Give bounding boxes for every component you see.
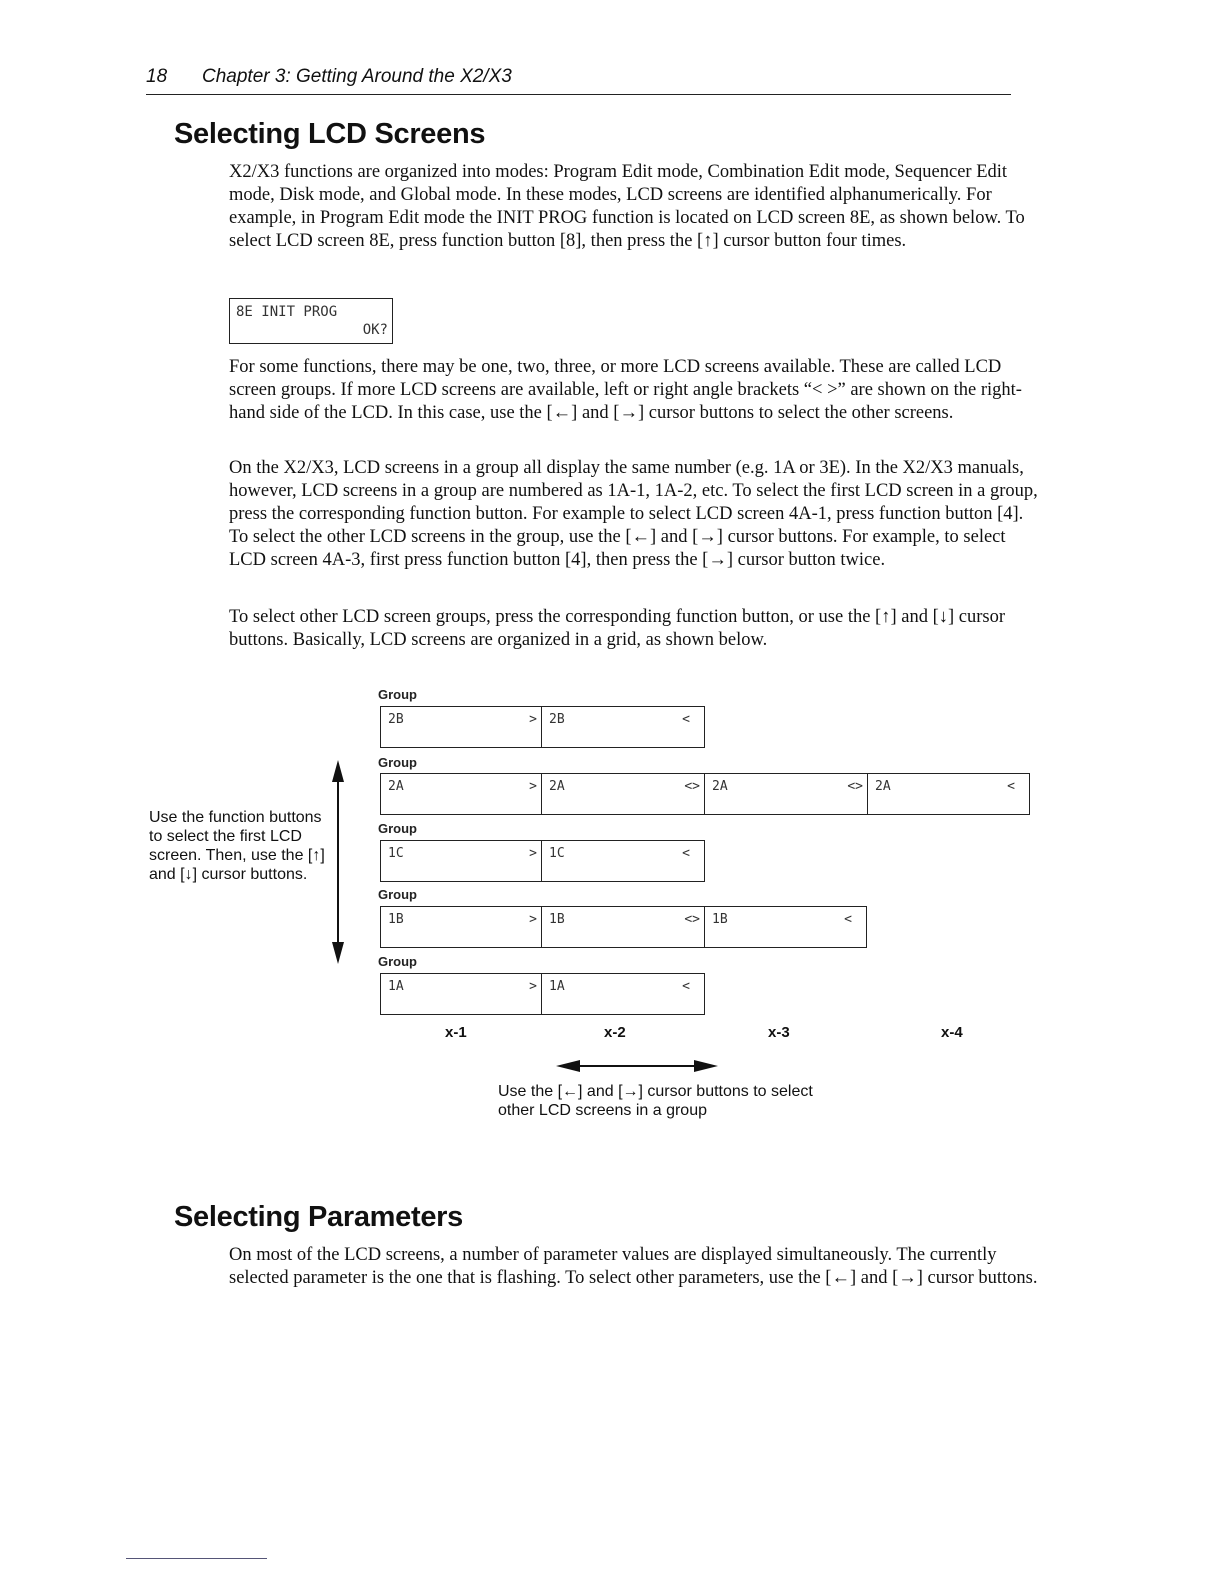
paragraph-modes: X2/X3 functions are organized into modes: Program Edit mode, Combination Edit mode, Sequencer Edit mode, Disk mode, and Global mode. In these modes, LCD screens are identified alphanumerically. For example, in Program Edit mode the INIT PROG function is located on LCD screen 8E, as shown below. To select LCD screen 8E, press function button [8], then press the [↑] cursor button four times. xyxy=(229,162,1025,251)
section-title-parameters: Selecting Parameters xyxy=(174,1201,463,1233)
x-label-3: x-3 xyxy=(768,1024,790,1041)
group-label: Group xyxy=(378,821,417,836)
lcd-cell-2b-2: 2B < xyxy=(541,706,705,748)
lcd-cell-2b-1: 2B > xyxy=(380,706,542,748)
lcd-cell-1b-2: 1B <> xyxy=(541,906,705,948)
horizontal-double-arrow-icon xyxy=(556,1058,718,1074)
x-label-4: x-4 xyxy=(941,1024,963,1041)
lcd-cell-1a-1: 1A > xyxy=(380,973,542,1015)
lcd-cell-1a-2: 1A < xyxy=(541,973,705,1015)
x-label-1: x-1 xyxy=(445,1024,467,1041)
group-label: Group xyxy=(378,755,417,770)
paragraph-parameters: On most of the LCD screens, a number of parameter values are displayed simultaneously. The currently selected parameter is the one that is flashing. To select other parameters, use the [←] and [→] cursor buttons. xyxy=(229,1245,1038,1288)
group-label: Group xyxy=(378,887,417,902)
lcd-display-sample xyxy=(229,298,393,344)
lcd-cell-1b-3: 1B < xyxy=(704,906,867,948)
paragraph-grid: To select other LCD screen groups, press the corresponding function button, or use the [↑] and [↓] cursor buttons. Basically, LCD screens are organized in a grid, as shown below. xyxy=(229,607,1006,650)
footer-rule xyxy=(126,1558,267,1559)
lcd-line-1: 8E INIT PROG xyxy=(236,304,338,320)
lcd-cell-2a-2: 2A <> xyxy=(541,773,705,815)
lcd-cell-2a-3: 2A <> xyxy=(704,773,868,815)
paragraph-screen-groups: For some functions, there may be one, two, three, or more LCD screens available. These are called LCD screen groups. If more LCD screens are available, left or right angle brackets “< >” are shown on the right-hand side of the LCD. In this case, use the [←] and [→] cursor buttons to select the other screens. xyxy=(229,357,1022,423)
side-note-function-buttons: Use the function buttons to select the first LCD screen. Then, use the [↑] and [↓] cursor buttons. xyxy=(149,809,325,883)
x-label-2: x-2 xyxy=(604,1024,626,1041)
paragraph-numbering: On the X2/X3, LCD screens in a group all display the same number (e.g. 1A or 3E). In the X2/X3 manuals, however, LCD screens in a group are numbered as 1A-1, 1A-2, etc. To select the first LCD screen in a group, press the corresponding function button. For example to select LCD screen 4A-1, press function button [4]. To select the other LCD screens in the group, use the [←] and [→] cursor buttons. For example, to select LCD screen 4A-3, first press function button [4], then press the [→] cursor button twice. xyxy=(229,458,1038,570)
lcd-line-2: OK? xyxy=(362,322,388,338)
lcd-cell-1b-1: 1B > xyxy=(380,906,542,948)
lcd-cell-1c-1: 1C > xyxy=(380,840,542,882)
page-header xyxy=(146,66,1011,95)
section-title-lcd-screens: Selecting LCD Screens xyxy=(174,118,486,150)
bottom-note-cursor-buttons: Use the [←] and [→] cursor buttons to select other LCD screens in a group xyxy=(498,1083,813,1119)
group-label: Group xyxy=(378,954,417,969)
lcd-cell-2a-4: 2A < xyxy=(867,773,1030,815)
lcd-cell-2a-1: 2A > xyxy=(380,773,542,815)
page-number: 18 xyxy=(146,66,168,87)
group-label: Group xyxy=(378,687,417,702)
chapter-title: Chapter 3: Getting Around the X2/X3 xyxy=(202,66,512,87)
lcd-cell-1c-2: 1C < xyxy=(541,840,705,882)
